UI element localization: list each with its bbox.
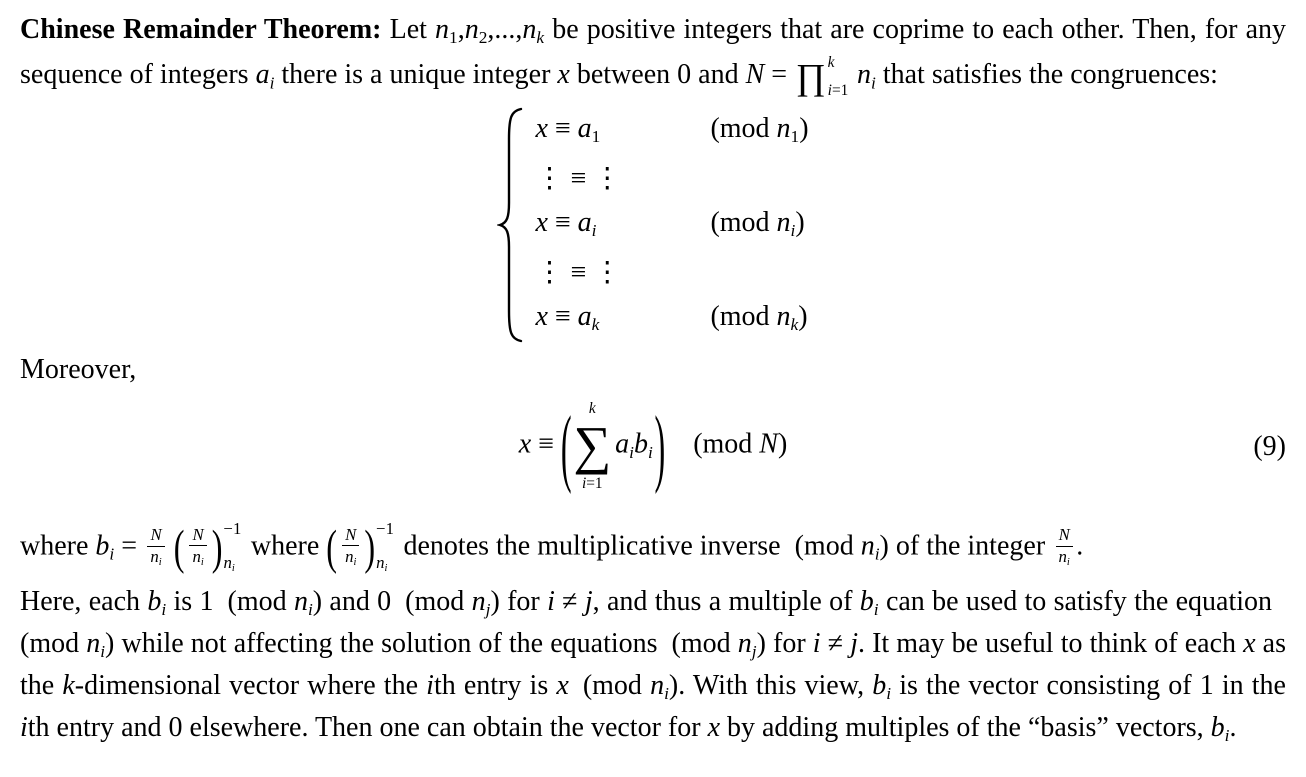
congruence-system-inner (497, 107, 808, 343)
equation-9 (20, 389, 1286, 505)
congruence-lhs: ⋮ ≡ ⋮ (535, 162, 622, 194)
theorem-statement: Chinese Remainder Theorem: Let $n_1,n_2,...,n_k$ be positive integers that are coprime to each other. Then, for any sequence of integers $a_i$ there is a unique integer x between 0 and N = ∏ k i=1 $n_i$ that satisfies the congruences: (20, 14, 1286, 100)
equation-9-body: x ≡ ( k ∑ i=1 $a_ib_i$ ) (mod N) (518, 397, 788, 495)
congruence-lhs: ⋮ ≡ ⋮ (535, 256, 622, 288)
congruence-row-dots (535, 154, 808, 201)
congruence-mod: (mod $n_i$) (710, 207, 805, 241)
congruence-row (535, 295, 808, 342)
congruence-row-dots (535, 248, 808, 295)
explanation-paragraph: Here, each $b_i$ is 1 (mod $n_i$) and 0 (mod $n_j$) for i ≠ j, and thus a multiple of $b_i$ can be used to satisfy the equation (mod $n_i$) while not affecting the solution of the equations (mod $n_j$) for i ≠ j. It may be useful to think of each x as the k-dimensional vector where the ith entry is x (mod $n_i$). With this view, $b_i$ is the vector consisting of 1 in the ith entry and 0 elsewhere. Then one can obtain the vector for x by adding multiples of the “basis” vectors, $b_i$. (20, 585, 1287, 746)
congruence-row (535, 107, 808, 154)
congruence-mod: (mod $n_k$) (710, 301, 808, 335)
where-definition: where $b_i$ = $\frac{N}{n_i}$ ( $\frac{N}{n_i}$ ) −1 $n_i$ where ( $\frac{N}{n_i}$ ) −1 $n_i$ denotes the multiplicative inverse (mod $n_i$) of the integer $\frac{N}{n_i}$ . (20, 518, 1084, 575)
congruence-mod: (mod $n_1$) (710, 113, 809, 147)
equation-number: (9) (1253, 430, 1286, 462)
congruence-system (20, 107, 1286, 343)
congruence-rows (535, 107, 808, 342)
congruence-row (535, 201, 808, 248)
congruence-lhs: $x \equiv a_i$ (535, 207, 597, 241)
congruence-lhs: $x \equiv a_k$ (535, 301, 600, 335)
congruence-lhs: $x \equiv a_1$ (535, 113, 601, 147)
moreover-text: Moreover, (20, 353, 137, 385)
left-curly-brace (497, 107, 523, 343)
